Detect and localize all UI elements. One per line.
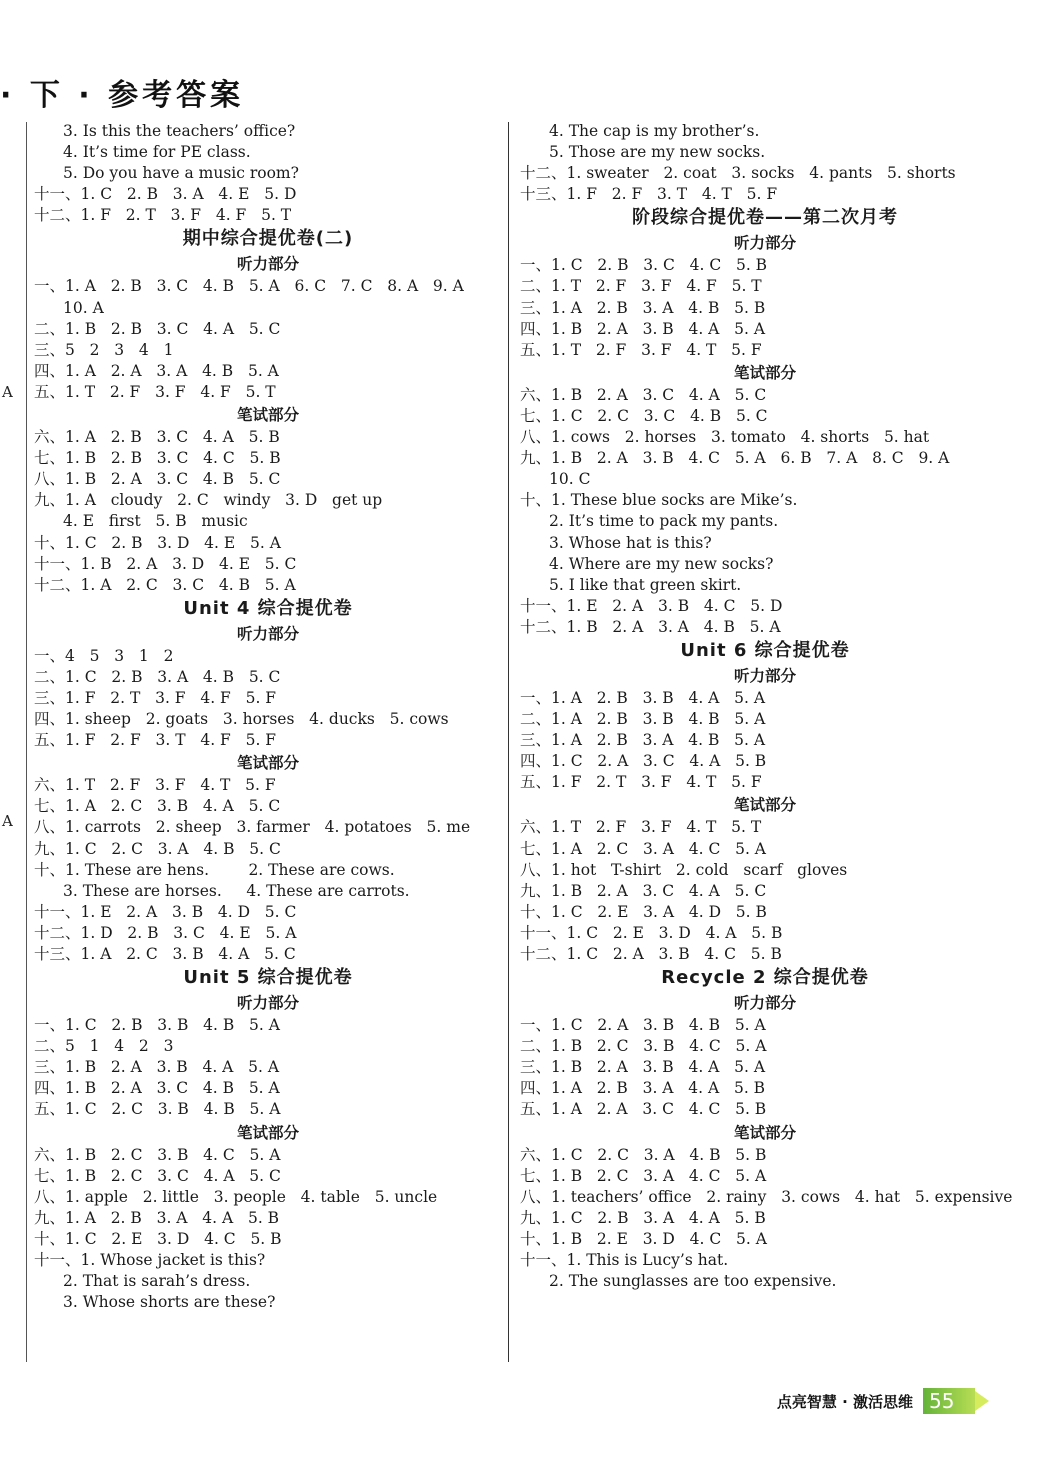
answer-line: 二、1. A 2. B 3. B 4. B 5. A [520, 710, 766, 729]
answer-line: 四、1. sheep 2. goats 3. horses 4. ducks 5. cows [34, 710, 449, 729]
answer-line: 4. Where are my new socks? [549, 554, 774, 573]
answer-line: 十、1. C 2. B 3. D 4. E 5. A [34, 533, 281, 552]
answer-line: 十二、1. F 2. T 3. F 4. F 5. T [34, 206, 292, 225]
answer-line: 一、1. C 2. B 3. B 4. B 5. A [34, 1016, 280, 1035]
answer-line: 九、1. B 2. A 3. C 4. A 5. C [520, 881, 767, 900]
answer-line: 十一、1. C 2. E 3. D 4. A 5. B [520, 923, 783, 942]
exam-title: 期中综合提优卷(二) [182, 228, 354, 250]
section-heading: 听力部分 [733, 994, 796, 1013]
answer-line: 四、1. A 2. A 3. A 4. B 5. A [34, 361, 279, 380]
answer-line: 十三、1. A 2. C 3. B 4. A 5. C [34, 945, 296, 963]
answer-line: 3. Is this the teachers’ office? [63, 122, 296, 140]
answer-line: 十、1. C 2. E 3. D 4. C 5. B [34, 1229, 282, 1248]
answer-line: 十一、1. E 2. A 3. B 4. D 5. C [34, 902, 297, 921]
column-divider [508, 122, 509, 1362]
left-column [34, 121, 502, 1313]
answer-line: 3. Whose hat is this? [549, 533, 712, 552]
answer-line: 八、1. cows 2. horses 3. tomato 4. shorts 5. hat [520, 428, 930, 447]
edge-mark: A [2, 812, 13, 830]
answer-line: 4. E first 5. B music [63, 512, 248, 531]
answer-line: 5. I like that green skirt. [549, 575, 742, 594]
answer-line: 八、1. carrots 2. sheep 3. farmer 4. potatoes 5. me [34, 818, 471, 837]
answer-line: 七、1. C 2. C 3. C 4. B 5. C [520, 406, 768, 425]
answer-line: 九、1. A cloudy 2. C windy 3. D get up [34, 491, 383, 510]
answer-line: 九、1. B 2. A 3. B 4. C 5. A 6. B 7. A 8. C 9. A [520, 449, 950, 468]
answer-line: 八、1. B 2. A 3. C 4. B 5. C [34, 470, 281, 489]
answer-line: 4. The cap is my brother’s. [549, 122, 760, 140]
answer-line: 九、1. A 2. B 3. A 4. A 5. B [34, 1208, 280, 1227]
answer-line: 六、1. T 2. F 3. F 4. T 5. T [520, 818, 762, 837]
section-heading: 听力部分 [236, 255, 299, 274]
edge-mark: A [2, 383, 13, 401]
answer-line: 3. These are horses. 4. These are carrots. [63, 881, 410, 900]
section-heading: 笔试部分 [236, 1123, 299, 1142]
answer-line: 二、1. T 2. F 3. F 4. F 5. T [520, 277, 762, 296]
answer-line: 四、1. A 2. B 3. A 4. A 5. B [520, 1079, 766, 1098]
answer-line: 十二、1. sweater 2. coat 3. socks 4. pants 5. shorts [520, 164, 956, 183]
answer-line: 七、1. A 2. C 3. B 4. A 5. C [34, 797, 281, 816]
answer-line: 十二、1. C 2. A 3. B 4. C 5. B [520, 945, 782, 963]
section-heading: 笔试部分 [236, 406, 299, 425]
answer-line: 六、1. B 2. A 3. C 4. A 5. C [520, 385, 767, 404]
answer-line: 十、1. B 2. E 3. D 4. C 5. A [520, 1229, 767, 1248]
answer-line: 二、5 1 4 2 3 [34, 1037, 174, 1056]
answer-line: 十、1. C 2. E 3. A 4. D 5. B [520, 902, 767, 921]
answer-line: 10. A [63, 298, 104, 317]
section-heading: 听力部分 [733, 234, 796, 253]
answer-line: 十二、1. A 2. C 3. C 4. B 5. A [34, 575, 296, 594]
answer-line: 四、1. C 2. A 3. C 4. A 5. B [520, 752, 767, 771]
answer-line: 五、1. C 2. C 3. B 4. B 5. A [34, 1100, 281, 1119]
answer-line: 三、1. A 2. B 3. A 4. B 5. B [520, 298, 766, 317]
answer-line: 十一、1. C 2. B 3. A 4. E 5. D [34, 185, 297, 204]
answer-line: 七、1. A 2. C 3. A 4. C 5. A [520, 839, 767, 858]
answer-line: 10. C [549, 470, 591, 489]
answer-line: 四、1. B 2. A 3. B 4. A 5. A [520, 319, 766, 338]
answer-line: 五、1. F 2. F 3. T 4. F 5. F [34, 731, 277, 750]
answer-line: 三、1. F 2. T 3. F 4. F 5. F [34, 688, 277, 707]
answer-line: 六、1. C 2. C 3. A 4. B 5. B [520, 1145, 767, 1164]
exam-title: 阶段综合提优卷——第二次月考 [632, 207, 898, 229]
answer-line: 十一、1. B 2. A 3. D 4. E 5. C [34, 554, 297, 573]
answer-line: 十二、1. D 2. B 3. C 4. E 5. A [34, 923, 297, 942]
answer-line: 七、1. B 2. B 3. C 4. C 5. B [34, 449, 281, 468]
answer-line: 五、1. A 2. A 3. C 4. C 5. B [520, 1100, 767, 1119]
section-heading: 笔试部分 [236, 754, 299, 773]
right-column [520, 121, 1013, 1292]
answer-line: 七、1. B 2. C 3. C 4. A 5. C [34, 1166, 281, 1185]
answer-line: 十一、1. This is Lucy’s hat. [520, 1251, 729, 1270]
exam-title: Recycle 2 综合提优卷 [661, 967, 869, 989]
page-number: 55 [923, 1388, 975, 1414]
section-heading: 笔试部分 [733, 796, 796, 815]
answer-line: 一、1. C 2. B 3. C 4. C 5. B [520, 256, 768, 275]
answer-line: 四、1. B 2. A 3. C 4. B 5. A [34, 1079, 280, 1098]
section-heading: 笔试部分 [733, 363, 796, 382]
answer-line: 十一、1. E 2. A 3. B 4. C 5. D [520, 596, 783, 615]
section-heading: 听力部分 [236, 994, 299, 1013]
answer-line: 5. Those are my new socks. [549, 143, 766, 162]
answer-line: 三、1. B 2. A 3. B 4. A 5. A [34, 1058, 280, 1077]
answer-line: 5. Do you have a music room? [63, 164, 299, 183]
answer-line: 七、1. B 2. C 3. A 4. C 5. A [520, 1166, 767, 1185]
answer-line: 六、1. A 2. B 3. C 4. A 5. B [34, 428, 280, 447]
answer-line: 一、1. C 2. A 3. B 4. B 5. A [520, 1016, 766, 1035]
answer-line: 4. It’s time for PE class. [63, 143, 251, 162]
exam-title: Unit 6 综合提优卷 [680, 639, 850, 661]
answer-line: 五、1. T 2. F 3. F 4. T 5. F [520, 340, 762, 359]
answer-line: 八、1. apple 2. little 3. people 4. table 5. uncle [34, 1187, 438, 1206]
answer-line: 2. The sunglasses are too expensive. [549, 1272, 837, 1291]
answer-line: 六、1. B 2. C 3. B 4. C 5. A [34, 1145, 281, 1164]
answer-line: 十一、1. Whose jacket is this? [34, 1251, 266, 1270]
answer-line: 八、1. hot T-shirt 2. cold scarf gloves [520, 860, 848, 879]
answer-line: 一、1. A 2. B 3. B 4. A 5. A [520, 688, 766, 707]
page-title: · 下 · 参考答案 [0, 78, 245, 113]
answer-line: 三、1. A 2. B 3. A 4. B 5. A [520, 731, 766, 750]
answer-line: 三、5 2 3 4 1 [34, 340, 174, 359]
footer-slogan: 点亮智慧 · 激活思维 [776, 1392, 913, 1411]
answer-line: 五、1. F 2. T 3. F 4. T 5. F [520, 773, 762, 792]
left-rule [26, 122, 27, 1362]
section-heading: 笔试部分 [733, 1123, 796, 1142]
answer-line: 十二、1. B 2. A 3. A 4. B 5. A [520, 617, 781, 636]
footer [777, 1388, 975, 1414]
answer-line: 六、1. T 2. F 3. F 4. T 5. F [34, 776, 276, 795]
answer-line: 三、1. B 2. A 3. B 4. A 5. A [520, 1058, 766, 1077]
answer-line: 十、1. These are hens. 2. These are cows. [34, 860, 395, 879]
answer-line: 九、1. C 2. C 3. A 4. B 5. C [34, 839, 281, 858]
answer-line: 八、1. teachers’ office 2. rainy 3. cows 4. hat 5. expensive [520, 1187, 1013, 1206]
answer-line: 一、1. A 2. B 3. C 4. B 5. A 6. C 7. C 8. A 9. A [34, 277, 464, 296]
answer-line: 2. It’s time to pack my pants. [549, 512, 779, 531]
answer-line: 3. Whose shorts are these? [63, 1293, 276, 1312]
section-heading: 听力部分 [733, 666, 796, 685]
answer-line: 九、1. C 2. B 3. A 4. A 5. B [520, 1208, 766, 1227]
section-heading: 听力部分 [236, 624, 299, 643]
answer-line: 十、1. These blue socks are Mike’s. [520, 491, 798, 510]
answer-line: 2. That is sarah’s dress. [63, 1272, 251, 1291]
exam-title: Unit 4 综合提优卷 [183, 597, 353, 619]
answer-line: 二、1. C 2. B 3. A 4. B 5. C [34, 667, 281, 686]
answer-line: 二、1. B 2. C 3. B 4. C 5. A [520, 1037, 767, 1056]
answer-line: 一、4 5 3 1 2 [34, 646, 174, 665]
exam-title: Unit 5 综合提优卷 [183, 967, 353, 989]
answer-line: 二、1. B 2. B 3. C 4. A 5. C [34, 319, 281, 338]
answer-line: 十三、1. F 2. F 3. T 4. T 5. F [520, 185, 778, 204]
answer-line: 五、1. T 2. F 3. F 4. F 5. T [34, 382, 276, 401]
